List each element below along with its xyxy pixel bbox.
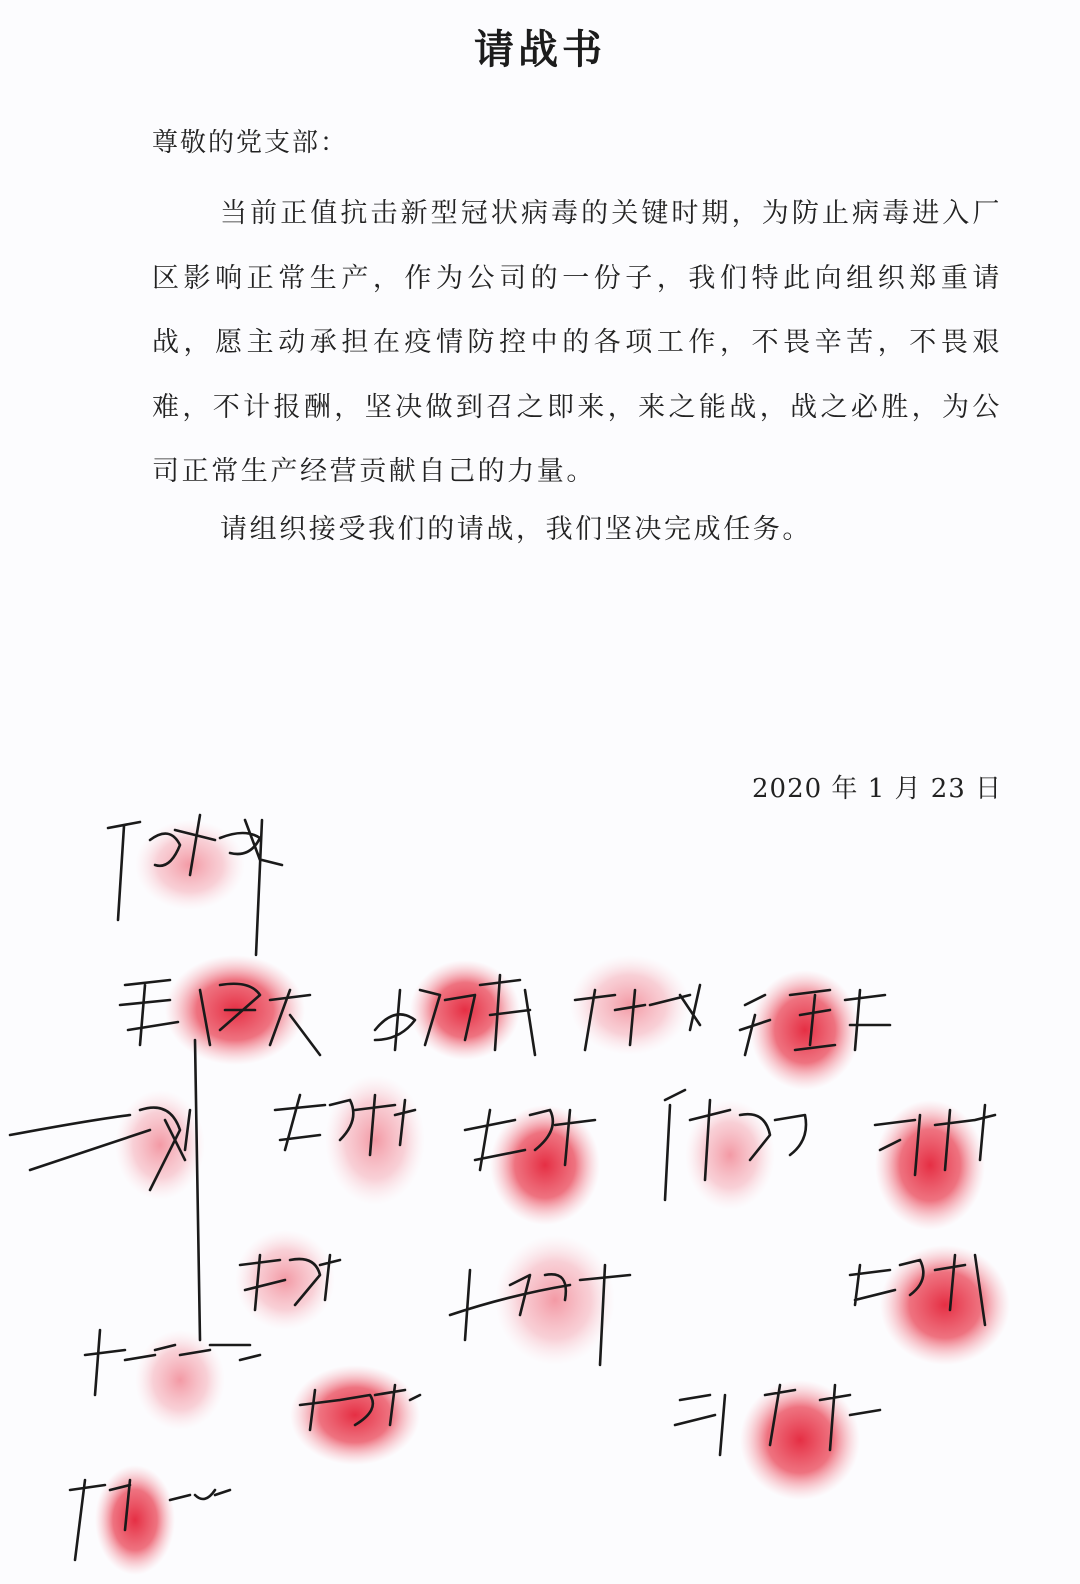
body-paragraph: 当前正值抗击新型冠状病毒的关键时期，为防止病毒进入厂区影响正常生产，作为公司的一份子，我们特此向组织郑重请战，愿主动承担在疫情防控中的各项工作，不畏辛苦，不畏艰难，不计报酬，坚决做到召之即来，来之能战，战之必胜，为公司正常生产经营贡献自己的力量。 xyxy=(152,198,1002,487)
salutation: 尊敬的党支部： xyxy=(152,128,349,158)
closing-paragraph: 请组织接受我们的请战，我们坚决完成任务。 xyxy=(220,514,812,545)
document-title: 请战书 xyxy=(474,27,606,73)
fingerprint-marks xyxy=(95,820,1010,1575)
document-date: 2020 年 1 月 23 日 xyxy=(752,774,1003,804)
